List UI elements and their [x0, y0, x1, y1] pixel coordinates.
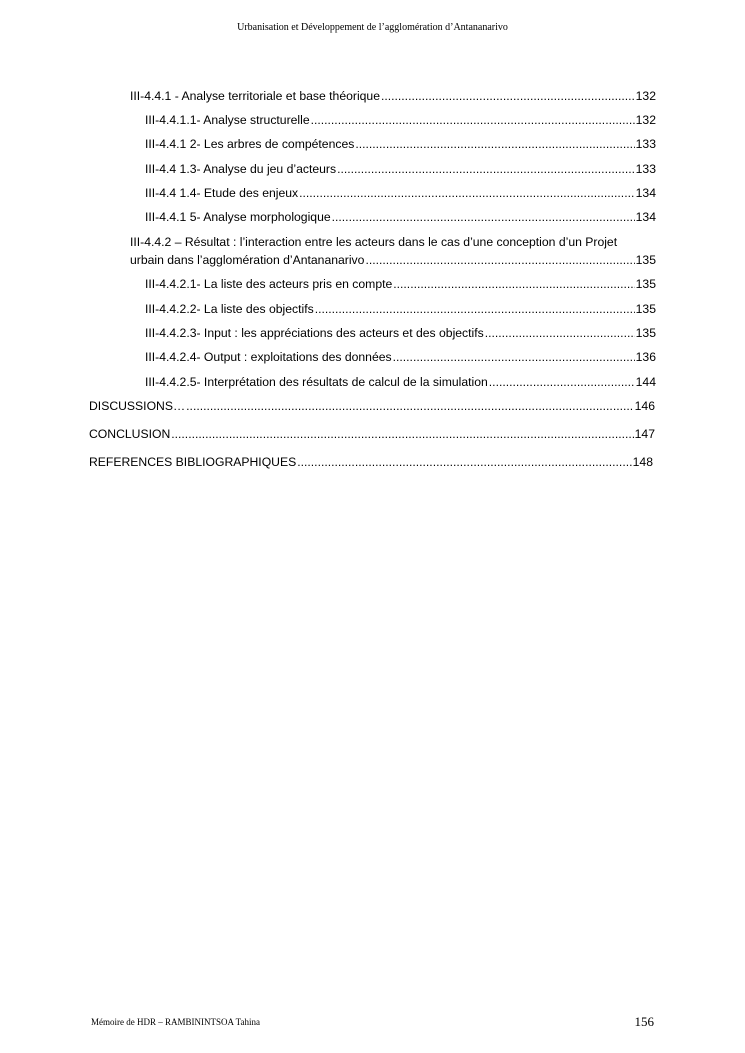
toc-entry-page: 146	[634, 399, 655, 413]
toc-entry-page: 144	[635, 375, 656, 389]
toc-entry-label: III-4.4.2.5- Interprétation des résultats de calcul de la simulation	[145, 375, 488, 389]
dot-leader	[332, 209, 635, 225]
toc-entry-page: 147	[634, 427, 655, 441]
toc-entry	[145, 349, 656, 365]
dot-leader	[381, 88, 635, 104]
toc-entry-label-continued: urbain dans l’agglomération d’Antananarivo	[130, 253, 365, 267]
dot-leader	[299, 185, 635, 201]
toc-entry-page: 136	[635, 350, 656, 364]
toc-entry	[145, 276, 656, 292]
toc-entry	[145, 209, 656, 225]
toc-entry-page: 132	[635, 89, 656, 103]
dot-leader	[393, 349, 635, 365]
dot-leader	[489, 374, 635, 390]
dot-leader	[355, 136, 634, 152]
toc-entry-page: 135	[635, 277, 656, 291]
toc-entry-label: III-4.4.2 – Résultat : l’interaction entre les acteurs dans le cas d’une conception d’un Projet	[130, 235, 618, 249]
dot-leader	[337, 161, 635, 177]
toc-entry-page: 132	[635, 113, 656, 127]
toc-entry	[145, 325, 656, 341]
toc-entry	[145, 374, 656, 390]
toc-entry-label: III-4.4.2.4- Output : exploitations des données	[145, 350, 392, 364]
dot-leader	[485, 325, 635, 341]
toc-entry	[130, 234, 656, 268]
toc-entry-label: III-4.4 1.3- Analyse du jeu d’acteurs	[145, 162, 337, 176]
toc-entry-label: III-4.4.1.1- Analyse structurelle	[145, 113, 310, 127]
toc-entry-page: 135	[635, 326, 656, 340]
toc-entry-page: 133	[635, 137, 656, 151]
toc-entry	[89, 426, 655, 442]
dot-leader	[311, 112, 635, 128]
toc-entry-label: CONCLUSION	[89, 427, 171, 441]
dot-leader	[365, 252, 634, 268]
toc-entry	[89, 398, 655, 414]
page-number: 156	[634, 1014, 654, 1029]
toc-entry-page: 148	[632, 455, 653, 469]
toc-entry-label: REFERENCES BIBLIOGRAPHIQUES	[89, 455, 297, 469]
toc-entry	[145, 161, 656, 177]
toc-entry	[145, 136, 656, 152]
footer-author: Mémoire de HDR – RAMBININTSOA Tahina	[91, 1017, 260, 1027]
toc-entry-page: 135	[635, 302, 656, 316]
toc-entry	[145, 112, 656, 128]
toc-entry-label: III-4.4.1 2- Les arbres de compétences	[145, 137, 355, 151]
dot-leader	[297, 454, 631, 470]
toc-entry-page: 133	[635, 162, 656, 176]
dot-leader	[186, 398, 633, 414]
toc-entry-label: III-4.4.2.3- Input : les appréciations des acteurs et des objectifs	[145, 326, 484, 340]
toc-entry-page: 134	[635, 186, 656, 200]
toc-entry-label: III-4.4 1.4- Etude des enjeux	[145, 186, 299, 200]
toc-entry	[130, 88, 656, 104]
dot-leader	[393, 276, 634, 292]
toc-entry-label: III-4.4.2.2- La liste des objectifs	[145, 302, 314, 316]
toc-entry	[89, 454, 653, 470]
toc-entry	[145, 185, 656, 201]
toc-entry	[145, 301, 656, 317]
toc-entry-label: III-4.4.1 - Analyse territoriale et base théorique	[130, 89, 380, 103]
dot-leader	[315, 301, 635, 317]
page-header: Urbanisation et Développement de l’agglomération d’Antananarivo	[237, 22, 508, 33]
toc-entry-page: 134	[635, 210, 656, 224]
toc-entry-label: III-4.4.2.1- La liste des acteurs pris en compte	[145, 277, 393, 291]
dot-leader	[171, 426, 633, 442]
toc-entry-page: 135	[635, 253, 656, 267]
toc-entry-label: DISCUSSIONS…	[89, 399, 186, 413]
toc-entry-label: III-4.4.1 5- Analyse morphologique	[145, 210, 331, 224]
